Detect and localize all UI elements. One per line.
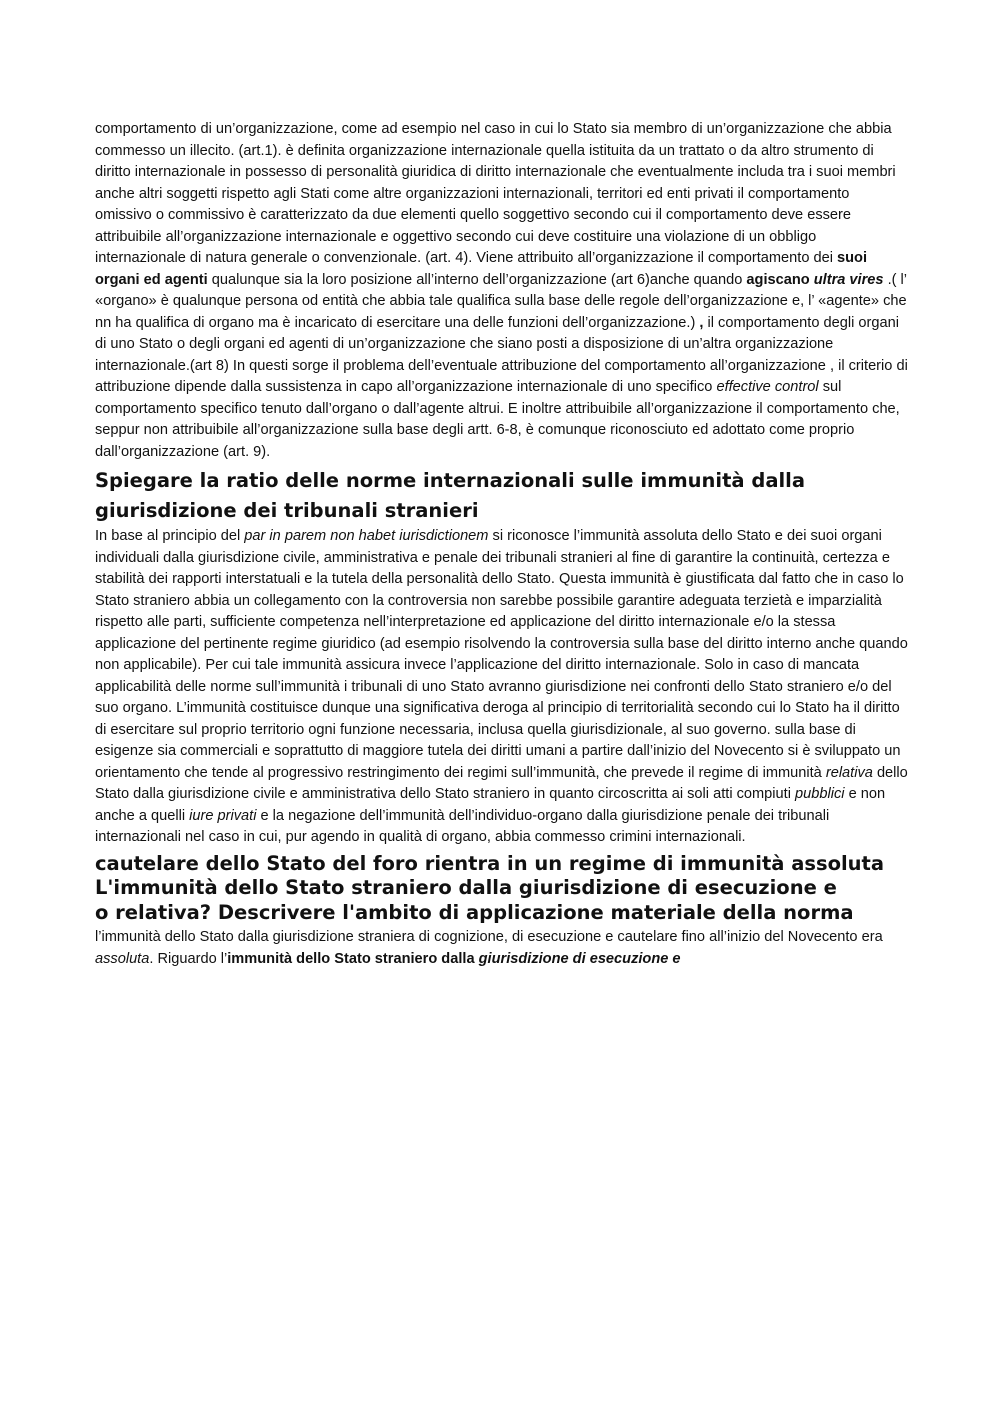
heading-line: L'immunità dello Stato straniero dalla giurisdizione di esecuzione e — [95, 876, 837, 899]
paragraph-immunity-ratio — [95, 526, 910, 849]
bold-text-run: suoi organi ed agenti — [95, 250, 868, 288]
heading-line: o relativa? Descrivere l'ambito di applicazione materiale della norma — [95, 900, 854, 924]
text-run: In base al principio del — [95, 528, 245, 544]
text-run: comportamento di un’organizzazione, come ad esempio nel caso in cui lo Stato sia membro di un’organizzazione che abbia commesso un illecito. (art.1). è definita organizzazione internazionale quella istituita da un trattato o da altro strumento di diritto internazionale in possesso di personalità giuridica di diritto internazionale che eventualmente includa tra i suoi membri anche altri soggetti rispetto agli Stati come altre organizzazioni internazionali, territori ed enti privati il comportamento omissivo o commissivo è caratterizzato da due elementi quello soggettivo secondo cui il comportamento deve essere attribuibile all’organizzazione internazionale e oggettivo secondo cui deve costituire una violazione di un obbligo internazionale di natura generale o convenzionale. (art. 4). Viene attribuito all’organizzazione il comportamento dei — [95, 121, 896, 266]
bold-text-run: agiscano — [746, 271, 814, 288]
italic-text-run: pubblici — [795, 786, 845, 802]
bold-text-run: immunità dello Stato straniero dalla — [227, 950, 479, 967]
heading-line: cautelare dello Stato del foro rientra in un regime di immunità assoluta — [95, 851, 885, 875]
text-run: sul comportamento specifico tenuto dall’organo o dall’agente altrui. E inoltre attribuibile all’organizzazione il comportamento che, seppur non attribuibile all’organizzazione sulla base degli artt. 6-8, è comunque riconosciuto ed adottato come proprio dall’organizzazione (art. 9). — [95, 379, 900, 460]
text-run: . Riguardo l’ — [149, 950, 228, 967]
text-run: dello Stato dalla giurisdizione civile e amministrativa dello Stato straniero in quanto circoscritta ai soli atti compiuti — [95, 764, 908, 802]
text-run: l’immunità dello Stato dalla giurisdizione straniera di cognizione, di esecuzione e cautelare fino all’inizio del Novecento era — [95, 929, 883, 945]
italic-text-run: effective control — [716, 379, 819, 395]
text-run: qualunque sia la loro posizione all’interno dell’organizzazione (art 6)anche quando — [207, 271, 747, 288]
paragraph-attribution-organization — [95, 119, 910, 463]
text-run: .( l’ «organo» è qualunque persona od entità che abbia tale qualifica sulla base delle regole dell’organizzazione e, l’ «agente» che nn ha qualifica di organo ma è incaricato di esercitare una delle funzioni dell’organizzazione.) — [95, 271, 907, 331]
bold-italic-text-run: giurisdizione di esecuzione e — [478, 950, 681, 967]
paragraph-execution-immunity — [95, 927, 910, 970]
bold-italic-text-run: ultra vires — [813, 271, 884, 288]
section-heading-immunity-ratio: Spiegare la ratio delle norme internazionali sulle immunità dalla giurisdizione dei tribunali stranieri — [95, 469, 806, 522]
document-page — [95, 119, 910, 970]
bold-text-run: , — [699, 314, 704, 331]
italic-text-run: assoluta — [95, 950, 150, 967]
text-run: e non anche a quelli — [95, 786, 886, 824]
italic-text-run: par in parem non habet iurisdictionem — [244, 528, 489, 544]
section-heading-execution-immunity — [95, 852, 910, 926]
text-run: il comportamento degli organi di uno Stato o degli organi ed agenti di un’organizzazione che siano posti a disposizione di un’altra organizzazione internazionale.(art 8) In questi sorge il problema dell’eventuale attribuzione del comportamento all’organizzazione , il criterio di attribuzione dipende dalla sussistenza in capo all’organizzazione internazionale di uno specifico — [95, 314, 908, 395]
text-run: si riconosce l’immunità assoluta dello Stato e dei suoi organi individuali dalla giurisdizione civile, amministrativa e penale dei tribunali stranieri al fine di garantire la continuità, certezza e stabilità dei rapporti interstatuali e la tutela della personalità dello Stato. Questa immunità è giustificata dal fatto che in caso lo Stato straniero abbia un collegamento con la controversia non sarebbe possibile garantire adeguata terzietà e imparzialità rispetto alle parti, sufficiente competenza nell’interpretazione ed applicazione del diritto internazionale e/o la stessa applicazione del pertinente regime giuridico (ad esempio risolvendo la controversia sulla base del diritto interno anche quando non applicabile). Per cui tale immunità assicura invece l’applicazione del diritto internazionale. Solo in caso di mancata applicabilità delle norme sull’immunità i tribunali di uno Stato avranno giurisdizione nei confronti dello Stato straniero e/o del suo organo. L’immunità costituisce dunque una significativa deroga al principio di territorialità secondo cui lo Stato ha il diritto di esercitare sul proprio territorio ogni funzione necessaria, inclusa quella giurisdizionale, al suo governo. sulla base di esigenze sia commerciali e soprattutto di maggiore tutela dei diritti umani a partire dall’inizio del Novecento si è sviluppato un orientamento che tende al progressivo restringimento dei regimi sull’immunità, che prevede il regime di immunità — [95, 528, 908, 781]
text-run: e la negazione dell’immunità dell’individuo-organo dalla giurisdizione penale dei tribunali internazionali nel caso in cui, pur agendo in qualità di organo, abbia commesso crimini internazionali. — [95, 807, 830, 845]
italic-text-run: relativa — [825, 764, 873, 781]
italic-text-run: iure privati — [189, 807, 257, 824]
